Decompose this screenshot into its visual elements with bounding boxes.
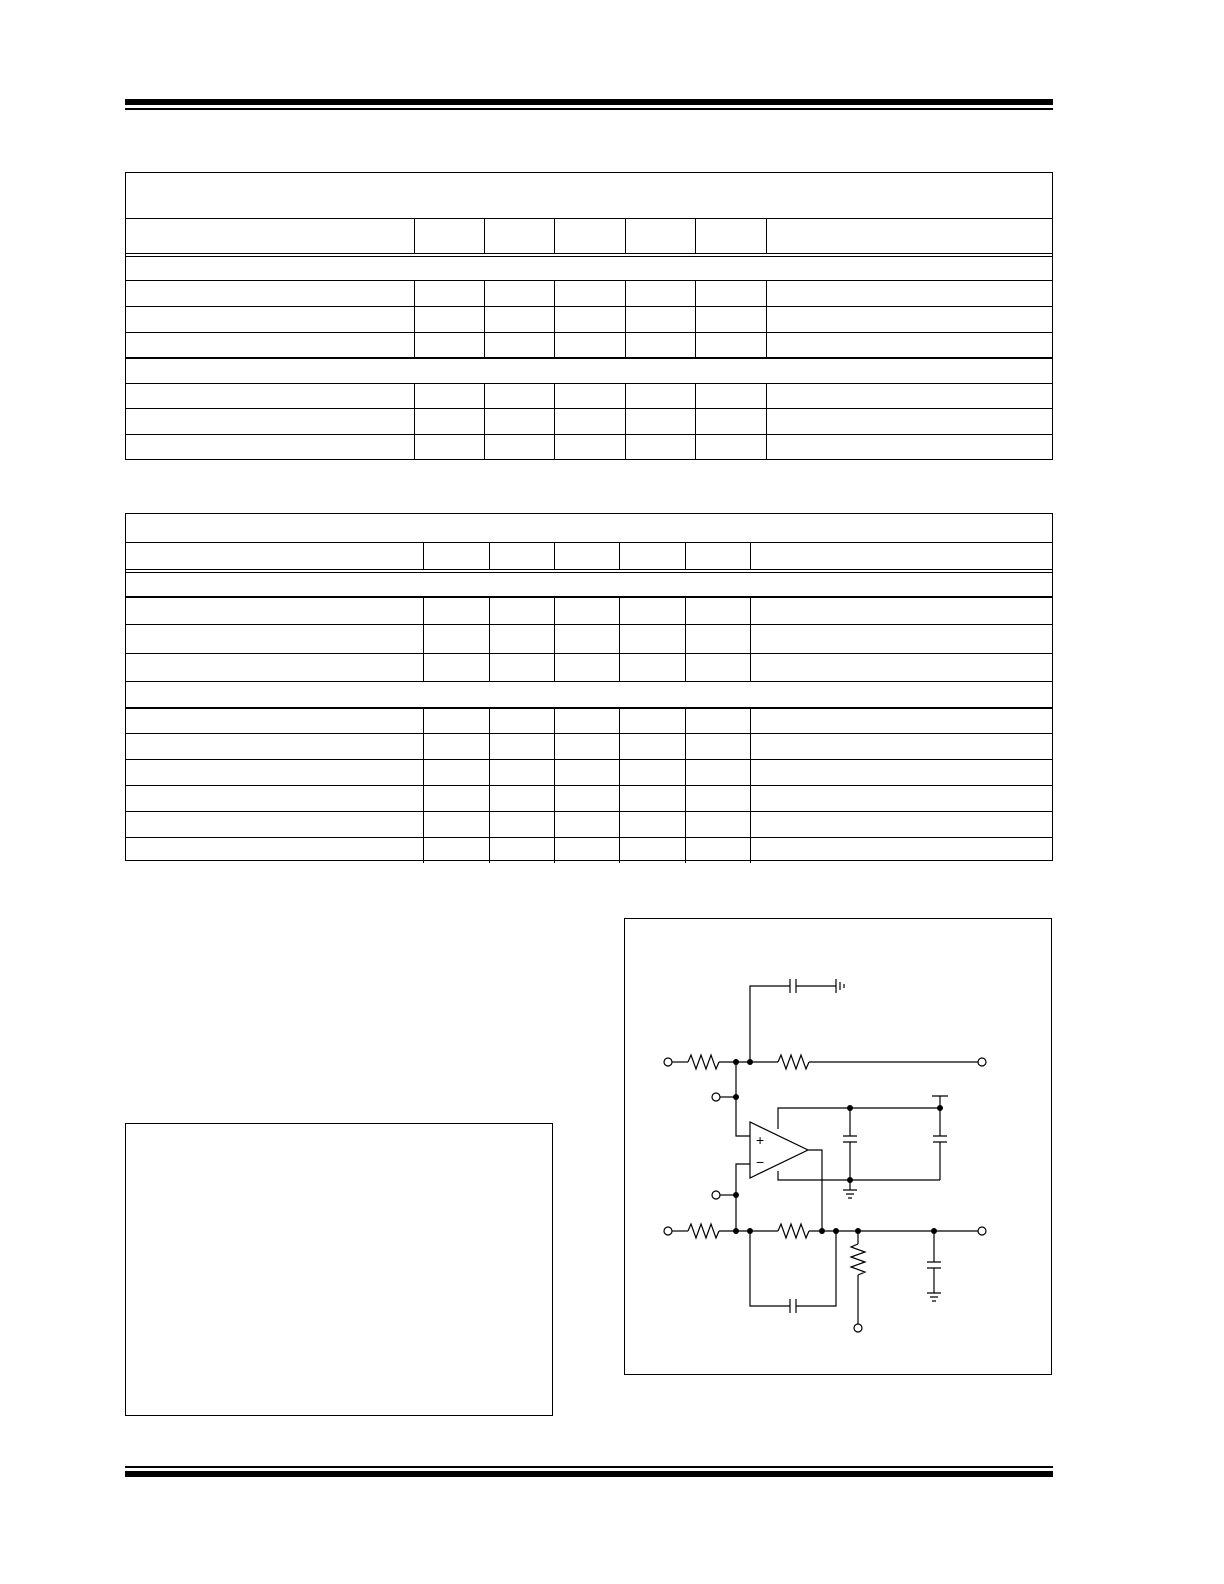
resistor-icon [851, 1244, 865, 1275]
capacitor-icon [843, 1136, 857, 1142]
resistor-icon [688, 1055, 719, 1069]
opamp-minus-sign: − [756, 1154, 765, 1170]
capacitor-icon [790, 1299, 796, 1313]
junction-dots [733, 1059, 943, 1234]
ground-icon [927, 1293, 941, 1301]
ground-icon [843, 1190, 857, 1198]
resistor-icon [778, 1224, 809, 1238]
terminal-icon [854, 1324, 862, 1332]
terminal-icon [664, 1058, 672, 1066]
terminal-icon [712, 1093, 720, 1101]
resistor-icon [778, 1055, 809, 1069]
resistor-icon [688, 1224, 719, 1238]
terminal-icon [978, 1058, 986, 1066]
ground-icon [836, 979, 844, 993]
capacitor-icon [933, 1136, 947, 1142]
capacitor-icon [927, 1262, 941, 1268]
capacitor-icon [790, 979, 796, 993]
bottom-rule-thick [125, 1471, 1053, 1477]
bottom-rule-thin [125, 1466, 1053, 1468]
opamp-plus-sign: + [756, 1132, 765, 1148]
terminal-icon [664, 1227, 672, 1235]
terminal-icon [712, 1191, 720, 1199]
terminal-icon [978, 1227, 986, 1235]
